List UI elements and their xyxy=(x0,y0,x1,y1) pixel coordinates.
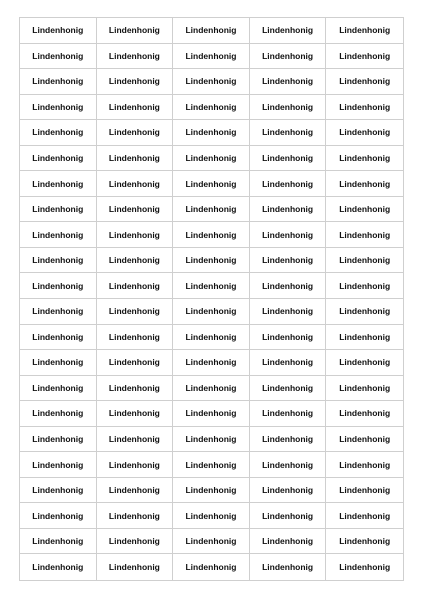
label-cell: Lindenhonig xyxy=(173,222,250,248)
label-cell: Lindenhonig xyxy=(173,120,250,146)
label-cell: Lindenhonig xyxy=(97,95,174,121)
label-cell: Lindenhonig xyxy=(20,197,97,223)
label-cell: Lindenhonig xyxy=(97,452,174,478)
label-cell: Lindenhonig xyxy=(97,248,174,274)
label-cell: Lindenhonig xyxy=(173,197,250,223)
label-cell: Lindenhonig xyxy=(250,299,327,325)
label-cell: Lindenhonig xyxy=(250,69,327,95)
label-cell: Lindenhonig xyxy=(97,478,174,504)
label-cell: Lindenhonig xyxy=(326,171,403,197)
label-cell: Lindenhonig xyxy=(173,503,250,529)
label-cell: Lindenhonig xyxy=(97,120,174,146)
label-cell: Lindenhonig xyxy=(326,69,403,95)
label-cell: Lindenhonig xyxy=(97,222,174,248)
label-cell: Lindenhonig xyxy=(173,299,250,325)
label-cell: Lindenhonig xyxy=(173,69,250,95)
label-cell: Lindenhonig xyxy=(97,503,174,529)
label-cell: Lindenhonig xyxy=(250,222,327,248)
label-cell: Lindenhonig xyxy=(250,325,327,351)
label-cell: Lindenhonig xyxy=(20,299,97,325)
label-cell: Lindenhonig xyxy=(20,18,97,44)
label-cell: Lindenhonig xyxy=(250,171,327,197)
label-cell: Lindenhonig xyxy=(97,197,174,223)
label-cell: Lindenhonig xyxy=(20,350,97,376)
label-cell: Lindenhonig xyxy=(326,452,403,478)
label-cell: Lindenhonig xyxy=(20,120,97,146)
label-cell: Lindenhonig xyxy=(173,401,250,427)
label-cell: Lindenhonig xyxy=(20,95,97,121)
label-cell: Lindenhonig xyxy=(173,554,250,580)
label-cell: Lindenhonig xyxy=(250,529,327,555)
label-cell: Lindenhonig xyxy=(97,171,174,197)
label-cell: Lindenhonig xyxy=(20,171,97,197)
label-cell: Lindenhonig xyxy=(250,554,327,580)
label-cell: Lindenhonig xyxy=(326,222,403,248)
label-cell: Lindenhonig xyxy=(97,350,174,376)
label-cell: Lindenhonig xyxy=(326,529,403,555)
label-cell: Lindenhonig xyxy=(20,44,97,70)
label-cell: Lindenhonig xyxy=(97,427,174,453)
label-cell: Lindenhonig xyxy=(326,299,403,325)
label-cell: Lindenhonig xyxy=(250,248,327,274)
label-cell: Lindenhonig xyxy=(97,299,174,325)
label-cell: Lindenhonig xyxy=(326,325,403,351)
label-cell: Lindenhonig xyxy=(97,44,174,70)
label-cell: Lindenhonig xyxy=(326,44,403,70)
label-cell: Lindenhonig xyxy=(173,146,250,172)
label-cell: Lindenhonig xyxy=(97,401,174,427)
label-cell: Lindenhonig xyxy=(173,529,250,555)
label-cell: Lindenhonig xyxy=(20,146,97,172)
label-cell: Lindenhonig xyxy=(326,120,403,146)
label-cell: Lindenhonig xyxy=(250,44,327,70)
label-cell: Lindenhonig xyxy=(20,529,97,555)
label-cell: Lindenhonig xyxy=(250,120,327,146)
label-cell: Lindenhonig xyxy=(173,95,250,121)
label-cell: Lindenhonig xyxy=(173,273,250,299)
label-cell: Lindenhonig xyxy=(97,146,174,172)
label-cell: Lindenhonig xyxy=(173,171,250,197)
label-cell: Lindenhonig xyxy=(20,401,97,427)
label-cell: Lindenhonig xyxy=(173,44,250,70)
label-cell: Lindenhonig xyxy=(250,350,327,376)
label-cell: Lindenhonig xyxy=(326,401,403,427)
label-cell: Lindenhonig xyxy=(326,478,403,504)
label-cell: Lindenhonig xyxy=(97,554,174,580)
label-cell: Lindenhonig xyxy=(20,376,97,402)
label-cell: Lindenhonig xyxy=(97,325,174,351)
label-cell: Lindenhonig xyxy=(173,325,250,351)
label-cell: Lindenhonig xyxy=(326,18,403,44)
label-cell: Lindenhonig xyxy=(326,95,403,121)
label-cell: Lindenhonig xyxy=(250,146,327,172)
label-cell: Lindenhonig xyxy=(97,273,174,299)
label-cell: Lindenhonig xyxy=(173,18,250,44)
label-cell: Lindenhonig xyxy=(250,197,327,223)
label-cell: Lindenhonig xyxy=(173,350,250,376)
label-cell: Lindenhonig xyxy=(326,146,403,172)
label-cell: Lindenhonig xyxy=(326,376,403,402)
label-cell: Lindenhonig xyxy=(326,248,403,274)
label-cell: Lindenhonig xyxy=(339,562,391,573)
label-cell: Lindenhonig xyxy=(173,452,250,478)
label-cell: Lindenhonig xyxy=(250,95,327,121)
label-cell: Lindenhonig xyxy=(20,222,97,248)
label-cell: Lindenhonig xyxy=(20,273,97,299)
label-cell: Lindenhonig xyxy=(20,325,97,351)
label-cell: Lindenhonig xyxy=(20,503,97,529)
label-cell: Lindenhonig xyxy=(250,18,327,44)
label-cell: Lindenhonig xyxy=(20,478,97,504)
label-cell: Lindenhonig xyxy=(97,18,174,44)
label-cell: Lindenhonig xyxy=(250,401,327,427)
label-cell: Lindenhonig xyxy=(20,452,97,478)
label-cell: Lindenhonig xyxy=(250,273,327,299)
label-cell: Lindenhonig xyxy=(326,427,403,453)
label-cell: Lindenhonig xyxy=(250,478,327,504)
label-cell: Lindenhonig xyxy=(20,248,97,274)
label-sheet xyxy=(19,17,404,581)
label-cell: Lindenhonig xyxy=(20,69,97,95)
label-cell: Lindenhonig xyxy=(20,554,97,580)
label-cell: Lindenhonig xyxy=(173,376,250,402)
label-cell: Lindenhonig xyxy=(326,273,403,299)
label-cell: Lindenhonig xyxy=(97,529,174,555)
label-cell: Lindenhonig xyxy=(173,427,250,453)
label-cell: Lindenhonig xyxy=(326,503,403,529)
label-cell: Lindenhonig xyxy=(20,427,97,453)
label-cell: Lindenhonig xyxy=(173,248,250,274)
label-cell: Lindenhonig xyxy=(250,503,327,529)
label-cell: Lindenhonig xyxy=(250,376,327,402)
label-cell: Lindenhonig xyxy=(250,427,327,453)
label-cell: Lindenhonig xyxy=(250,452,327,478)
label-cell: Lindenhonig xyxy=(97,376,174,402)
label-cell: Lindenhonig xyxy=(326,350,403,376)
label-cell: Lindenhonig xyxy=(326,197,403,223)
label-cell: Lindenhonig xyxy=(173,478,250,504)
label-cell: Lindenhonig xyxy=(97,69,174,95)
